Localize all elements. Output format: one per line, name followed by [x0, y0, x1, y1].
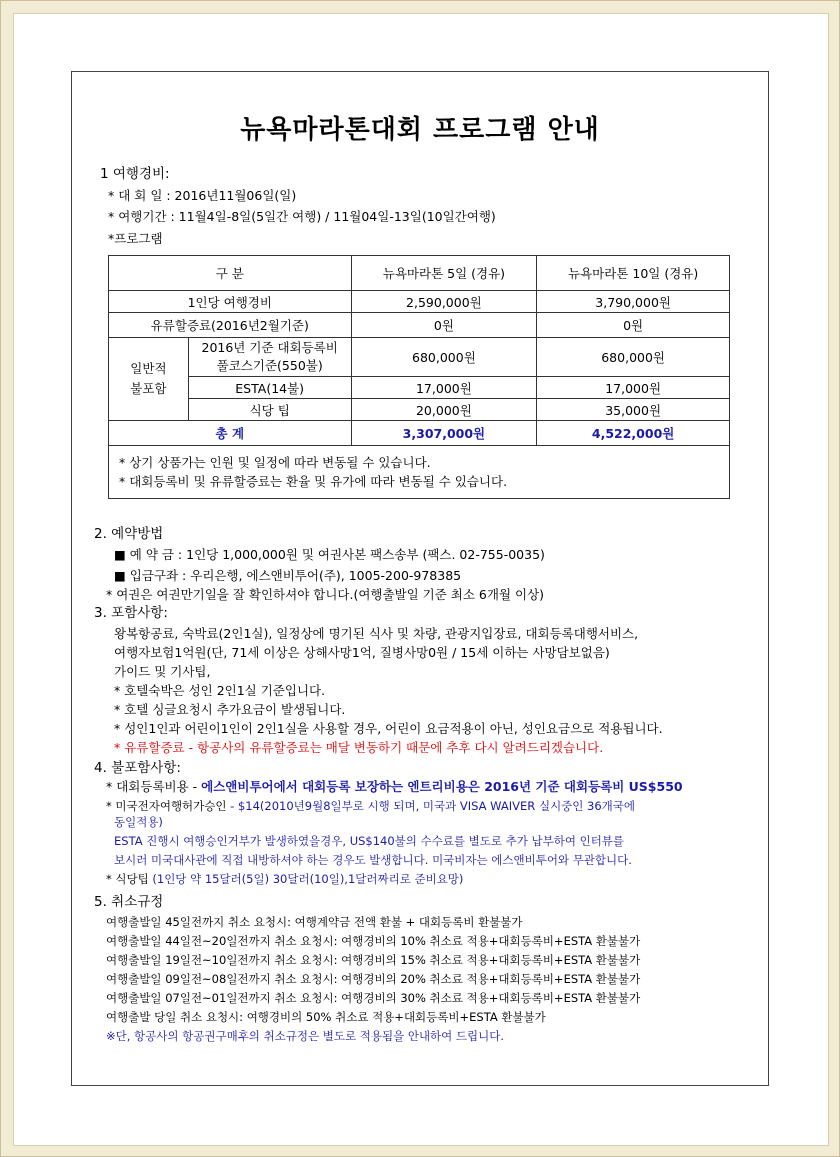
section5-heading: 5. 취소규정 [94, 894, 164, 910]
included-line: * 호텔 싱글요청시 추가요금이 발생됩니다. [114, 702, 346, 717]
section1-heading: 1 여행경비: [100, 166, 170, 182]
included-line: * 호텔숙박은 성인 2인1실 기준입니다. [114, 683, 326, 698]
cancel-rule: 여행출발일 44일전~20일전까지 취소 요청시: 여행경비의 10% 취소료 적용+대회등록비+ESTA 환불불가 [106, 934, 641, 948]
fuel-surcharge-note: * 유류할증료 - 항공사의 유류할증료는 매달 변동하기 때문에 추후 다시 알려드리겠습니다. [114, 740, 604, 755]
document-page [71, 71, 769, 1086]
registration-fee-line: * 대회등록비용 - 에스앤비투어에서 대회등록 보장하는 엔트리비용은 2016년 기준 대회등록비 US$550 [106, 779, 683, 794]
cancel-rule: 여행출발일 45일전까지 취소 요청시: 여행계약금 전액 환불 + 대회등록비 환불불가 [106, 915, 523, 929]
esta-line: ESTA 진행시 여행승인거부가 발생하였을경우, US$140불의 수수료를 별도로 추가 납부하여 인터뷰를 [114, 834, 625, 848]
table-row: ESTA(14불) 17,000원 17,000원 [109, 377, 730, 399]
included-line: 여행자보험1억원(단, 71세 이상은 상해사망1억, 질병사망0원 / 15세 이하는 사망담보없음) [114, 645, 610, 660]
table-header-row [109, 256, 730, 291]
cancel-rule: 여행출발 당일 취소 요청시: 여행경비의 50% 취소료 적용+대회등록비+ESTA 환불불가 [106, 1010, 546, 1024]
header-category: 구 분 [109, 256, 352, 291]
included-line: 왕복항공료, 숙박료(2인1실), 일정상에 명기된 식사 및 차량, 관광지입장료, 대회등록대행서비스, [114, 626, 639, 641]
table-notes-row [109, 446, 730, 499]
table-row: 일반적 불포함 2016년 기준 대회등록비 풀코스기준(550불) 680,000원 680,000원 [109, 338, 730, 377]
table-row: 1인당 여행경비 2,590,000원 3,790,000원 [109, 291, 730, 313]
section3-heading: 3. 포함사항: [94, 605, 168, 621]
esta-line: 동일적용) [114, 815, 163, 829]
passport-note: * 여권은 여권만기일을 잘 확인하셔야 합니다.(여행출발일 기준 최소 6개월 이상) [106, 587, 545, 602]
table-total-row: 총 계 3,307,000원 4,522,000원 [109, 421, 730, 446]
section2-heading: 2. 예약방법 [94, 526, 164, 542]
bank-account: ■ 입금구좌 : 우리은행, 에스앤비투어(주), 1005-200-978385 [114, 568, 462, 583]
deposit-info: ■ 예 약 금 : 1인당 1,000,000원 및 여권사본 팩스송부 (팩스. 02-755-0035) [114, 547, 545, 562]
table-row: 식당 팁 20,000원 35,000원 [109, 399, 730, 421]
esta-line: * 미국전자여행허가승인 - $14(2010년9월8일부로 시행 되며, 미국과 VISA WAIVER 실시중인 36개국에 [106, 799, 636, 813]
race-date: * 대 회 일 : 2016년11월06일(일) [108, 188, 297, 203]
program-label: *프로그램 [108, 231, 163, 246]
esta-line: 보시러 미국대사관에 직접 내방하셔야 하는 경우도 발생합니다. 미국비자는 에스앤비투어와 무관합니다. [114, 853, 632, 867]
travel-period: * 여행기간 : 11월4일-8일(5일간 여행) / 11월04일-13일(10일간여행) [108, 209, 496, 224]
table-note: * 대회등록비 및 유류할증료는 환율 및 유가에 따라 변동될 수 있습니다. [119, 474, 508, 489]
included-line: 가이드 및 기사팁, [114, 664, 211, 679]
table-row: 유류할증료(2016년2월기준) 0원 0원 [109, 313, 730, 338]
page-title: 뉴욕마라톤대회 프로그램 안내 [240, 115, 600, 145]
tip-line: * 식당팁 (1인당 약 15달러(5일) 30달러(10일),1달러짜리로 준비요망) [106, 872, 464, 886]
section4-heading: 4. 불포함사항: [94, 760, 181, 776]
cancel-rule: 여행출발일 07일전~01일전까지 취소 요청시: 여행경비의 30% 취소료 적용+대회등록비+ESTA 환불불가 [106, 991, 641, 1005]
cancel-rule: 여행출발일 09일전~08일전까지 취소 요청시: 여행경비의 20% 취소료 적용+대회등록비+ESTA 환불불가 [106, 972, 641, 986]
table-note: * 상기 상품가는 인원 및 일정에 따라 변동될 수 있습니다. [119, 455, 431, 470]
group-not-included: 일반적 불포함 [109, 338, 189, 421]
included-line: * 성인1인과 어린이1인이 2인1실을 사용할 경우, 어린이 요금적용이 아닌, 성인요금으로 적용됩니다. [114, 721, 663, 736]
cancel-note: ※단, 항공사의 항공권구매후의 취소규정은 별도로 적용됨을 안내하여 드립니다. [106, 1029, 505, 1043]
cancel-rule: 여행출발일 19일전~10일전까지 취소 요청시: 여행경비의 15% 취소료 적용+대회등록비+ESTA 환불불가 [106, 953, 641, 967]
price-table [108, 255, 730, 499]
header-10day: 뉴욕마라톤 10일 (경유) [537, 256, 730, 291]
header-5day: 뉴욕마라톤 5일 (경유) [351, 256, 537, 291]
